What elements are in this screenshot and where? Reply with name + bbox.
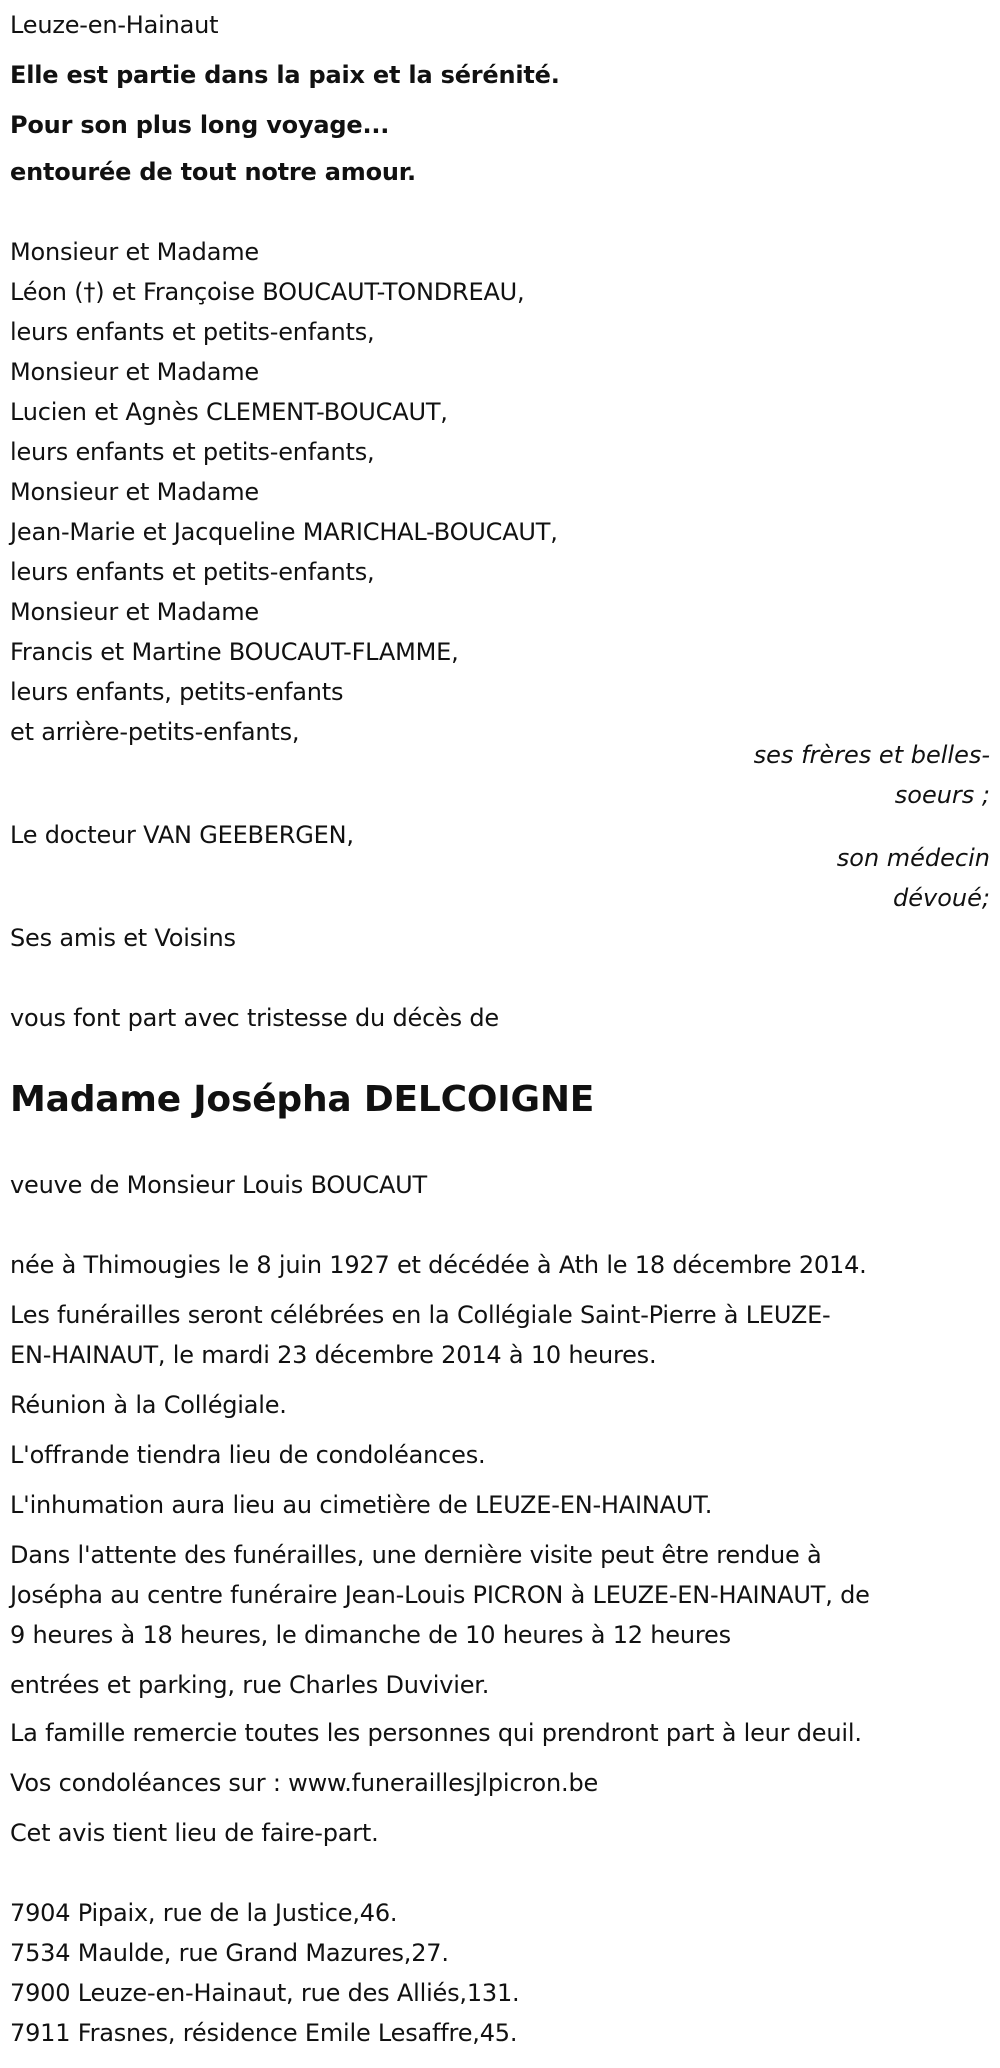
- birth-death: née à Thimougies le 8 juin 1927 et décédée à Ath le 18 décembre 2014.: [10, 1251, 867, 1279]
- condolences-link: Vos condoléances sur : www.funeraillesjlpicron.be: [10, 1769, 599, 1797]
- epigraph-line: Elle est partie dans la paix et la sérénité.: [10, 61, 560, 89]
- family-line: Jean-Marie et Jacqueline MARICHAL-BOUCAUT,: [10, 518, 558, 546]
- deceased-name: Madame Josépha DELCOIGNE: [10, 1079, 595, 1120]
- family-line: leurs enfants et petits-enfants,: [10, 438, 375, 466]
- doctor-relation: son médecin: [836, 844, 990, 872]
- epigraph-line: entourée de tout notre amour.: [10, 158, 416, 186]
- parking: entrées et parking, rue Charles Duvivier.: [10, 1671, 490, 1699]
- family-line: leurs enfants et petits-enfants,: [10, 318, 375, 346]
- funeral-line: EN-HAINAUT, le mardi 23 décembre 2014 à 10 heures.: [10, 1341, 657, 1369]
- address: 7911 Frasnes, résidence Emile Lesaffre,45.: [10, 2019, 518, 2047]
- address: 7900 Leuze-en-Hainaut, rue des Alliés,131.: [10, 1979, 520, 2007]
- notice: Cet avis tient lieu de faire-part.: [10, 1819, 379, 1847]
- announcement: vous font part avec tristesse du décès de: [10, 1004, 499, 1032]
- offering: L'offrande tiendra lieu de condoléances.: [10, 1441, 486, 1469]
- family-line: et arrière-petits-enfants,: [10, 718, 300, 746]
- family-line: Monsieur et Madame: [10, 598, 259, 626]
- address: 7534 Maulde, rue Grand Mazures,27.: [10, 1939, 449, 1967]
- epigraph-line: Pour son plus long voyage...: [10, 111, 390, 139]
- meeting: Réunion à la Collégiale.: [10, 1391, 287, 1419]
- thanks: La famille remercie toutes les personnes qui prendront part à leur deuil.: [10, 1719, 862, 1747]
- doctor-relation: dévoué;: [893, 884, 990, 912]
- family-line: Lucien et Agnès CLEMENT-BOUCAUT,: [10, 398, 448, 426]
- family-line: Monsieur et Madame: [10, 478, 259, 506]
- funeral-line: Les funérailles seront célébrées en la Collégiale Saint-Pierre à LEUZE-: [10, 1301, 831, 1329]
- location: Leuze-en-Hainaut: [10, 11, 219, 39]
- family-relation: soeurs ;: [894, 781, 990, 809]
- friends: Ses amis et Voisins: [10, 924, 236, 952]
- visit-line: 9 heures à 18 heures, le dimanche de 10 heures à 12 heures: [10, 1621, 731, 1649]
- family-relation: ses frères et belles-: [753, 741, 990, 769]
- family-line: Francis et Martine BOUCAUT-FLAMME,: [10, 638, 459, 666]
- visit-line: Dans l'attente des funérailles, une dernière visite peut être rendue à: [10, 1541, 822, 1569]
- family-line: leurs enfants et petits-enfants,: [10, 558, 375, 586]
- family-line: Monsieur et Madame: [10, 358, 259, 386]
- burial: L'inhumation aura lieu au cimetière de LEUZE-EN-HAINAUT.: [10, 1491, 713, 1519]
- widow-of: veuve de Monsieur Louis BOUCAUT: [10, 1171, 427, 1199]
- family-line: leurs enfants, petits-enfants: [10, 678, 344, 706]
- doctor: Le docteur VAN GEEBERGEN,: [10, 821, 354, 849]
- family-line: Léon (†) et Françoise BOUCAUT-TONDREAU,: [10, 278, 525, 306]
- visit-line: Josépha au centre funéraire Jean-Louis PICRON à LEUZE-EN-HAINAUT, de: [10, 1581, 870, 1609]
- family-line: Monsieur et Madame: [10, 238, 259, 266]
- address: 7904 Pipaix, rue de la Justice,46.: [10, 1899, 398, 1927]
